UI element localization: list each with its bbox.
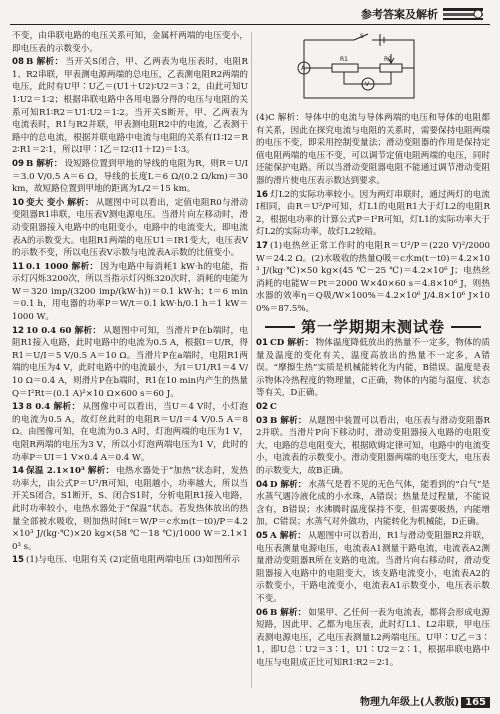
answer-item: 03 B 解析： 从题图中装置可以看出，电压表与滑动变阻器R2并联。当滑片P向下移动时，滑动变阻器接入电路的电阻变大，电路的总电阻变大，根据欧姆定律可知，电路中的电流变小，电流表的示数变小。滑动变阻器两端的电压变大，电压表的示数变大，故B正确。 [256, 415, 490, 477]
answer-item: 17 (1)电热丝正常工作时的电阻R＝U²/P＝(220 V)²/2000 W＝24.2 Ω。(2)水吸收的热量Q吸＝c水m(t－t0)＝4.2×10³ J/(kg·℃)×50 kg×(45 ℃－25 ℃)＝4.2×10⁶ J；电热丝消耗的电能W＝Pt＝2000 W×40×60 s＝4.8×10⁶ J，则热水器的效率η＝Q吸/W×100%＝4.2×10⁶ J/4.8×10⁶ J×100%＝87.5%。 [256, 240, 490, 314]
answer-item: 11 0.1 1000 解析： 因为电路中每消耗1 kW·h的电能，指示灯闪烁3200次，所以当指示灯闪烁320次时，消耗的电能为W＝320 imp/(3200 imp/(kW·h))＝0.1 kW·h；t＝6 min＝0.1 h，用电器的功率P＝W/t＝0.1 kW·h/0.1 h＝1 kW＝1000 W。 [12, 261, 248, 323]
svg-text:S: S [360, 33, 364, 40]
column-divider [251, 32, 252, 688]
answer-item: 08 B 解析： 当开关S闭合，甲、乙两表为电压表时，电阻R1、R2串联，甲表测电源两端的总电压，乙表测电阻R2两端的电压，此时有U甲∶U乙＝(U1＋U2)∶U2＝3∶2，由此可知U1∶U2＝1∶2；根据串联电路中各用电器分得的电压与电阻的关系可知R1∶R2＝U1∶U2＝1∶2。当开关S断开，甲、乙两表为电流表时，R1与R2并联，甲表测电阻R2中的电流，乙表测干路中的总电流，根据并联电路中电流与电阻的关系有I1∶I2＝R2∶R1＝2∶1，所以I甲∶I乙＝I2∶(I1＋I2)＝1∶3。 [12, 57, 248, 156]
circuit-diagram-icon [284, 30, 434, 108]
answer-item: 16 灯L2的实际功率较小。因为两灯串联时，通过两灯的电流I相同，由R＝U²/P可知，灯L1的电阻R1大于灯L2的电阻R2，根据电功率的计算公式P＝I²R可知，灯L1的实际功率大于灯L2的实际功率，故灯L2较暗。 [256, 189, 490, 238]
answer-item: 04 D 解析： 水蒸气是看不见的无色气体，能看到的“白气”是水蒸气遇冷液化成的小水珠，A错误；热量是过程量，不能说含有，B错误；水沸腾时温度保持不变，但需要吸热，内能增加，C错误；水蒸气对外做功，内能转化为机械能，D正确。 [256, 479, 490, 528]
page-footer [360, 693, 490, 708]
title-rule-left [265, 326, 295, 327]
right-column [256, 30, 490, 671]
svg-text:R1: R1 [340, 56, 348, 63]
svg-text:V: V [365, 81, 370, 88]
section-title: 第一学期期末测试卷 [256, 321, 490, 334]
answer-item: 06 B 解析： 如果甲、乙任何一表为电流表，都将会形成电源短路，因此甲、乙都为电压表，此时灯L1、L2串联，甲电压表测电源电压，乙电压表测量L2两端电压。U甲∶U乙＝3∶1，即U总∶U2＝3∶1，U1∶U2＝2∶1，根据串联电路中电压与电阻成正比可知R1∶R2＝2∶1。 [256, 607, 490, 668]
answer-item: 15 (1)与电压、电阻有关 (2)定值电阻两端电压 (3)如图所示 [12, 555, 240, 566]
left-column [12, 30, 248, 568]
answer-item: 14 保温 2.1×10³ 解析： 电热水器处于“加热”状态时，发热功率大，由公式P＝U²/R可知，电阻越小，功率越大，所以当开关S闭合，S1断开，S、闭合S1时，分析电阻R1接入电路，此时功率较小，电热水器处于“保温”状态。若发热体放出的热量全部被水吸收，则加热时间t＝W/P＝c水m(t－t0)/P＝4.2×10³ J/(kg·℃)×20 kg×(58 ℃－18 ℃)/1000 W＝2.1×10³ s。 [12, 466, 248, 552]
footer-book-title: 物理九年级上(人教版) [359, 697, 460, 708]
answer-item: 12 10 0.4 60 解析： 从题图中可知，当滑片P在b端时，电阻R1接入电路，此时电路中的电流为0.5 A，根据I＝U/R，得R1＝U/I＝5 V/0.5 A＝10 Ω。当滑片P在a端时，电阻R1两端的电压为4 V，此时电路中的电流最小，为I＝U1/R1＝4 V/10 Ω＝0.4 A，则滑片P在b端时，R1在10 min内产生的热量Q＝I²Rt＝(0.1 A)²×10 Ω×600 s＝60 J。 [12, 325, 248, 399]
page-number: 165 [461, 697, 490, 708]
header-title: 参考答案及解析 [361, 8, 438, 21]
answer-item: 10 变大 变小 解析： 从题图中可以看出，定值电阻R0与滑动变阻器R1串联，电压表V测电源电压。当滑片向左移动时，滑动变阻器接入电路中的电阻变小，电路中的电流变大，即电流表A的示数变大。电阻R1两端的电压U1＝IR1变大，电压表V的示数不变，所以电压表V示数与电流表A示数的比值变小。 [12, 197, 248, 259]
answer-item: 02 C [256, 402, 277, 413]
answer-item: 05 A 解析： 从题图中可以看出，R1与滑动变阻器R2并联，电压表测量电源电压，电流表A1测量干路电流，电流表A2测量滑动变阻器R所在支路的电流。当滑片向右移动时，滑动变阻器接入电路中的电阻变大，该支路电流变小，电流表A2的示数变小，干路电流变小，电流表A1示数变小，电压表示数不变。 [256, 531, 490, 604]
title-rule-right [451, 326, 481, 327]
answer-item: 01 CD 解析： 物体温度降低放出的热量不一定多，物体的质量及温度的变化有关，温度高放出的热量不一定多，A错误。“摩擦生热”实质是机械能转化为内能，B错误。温度是表示物体冷热程度的物理量，C正确，物体的内能与温度、状态等有关，D正确。 [256, 338, 490, 399]
answer-item: 09 B 解析： 设短路位置到甲地的导线的电阻为R，则R＝U/I＝3.0 V/0.5 A＝6 Ω，导线的长度L＝6 Ω/(0.2 Ω/km)＝30 km，故短路位置到甲地的距离为L/2＝15 km。 [12, 158, 248, 195]
page-header [10, 4, 490, 25]
answer-item: 13 8 0.4 解析： 从图像中可以看出，当U＝4 V时，小灯泡的电流为0.5 A，故灯丝此时的电阻R＝U/I＝4 V/0.5 A＝8 Ω。由图像可知，在电流为0.3 A时，灯泡两端的电压为1 V，电阻R两端的电压为3 V，所以小灯泡两端电压为1 V，此时的功率P＝UI＝1 V×0.4 A＝0.4 W。 [12, 402, 248, 463]
answer-item: 不变，由串联电路的电压关系可知，金属杆两端的电压变小，即电压表的示数变小。 [12, 31, 248, 54]
svg-text:R2: R2 [384, 56, 392, 63]
svg-text:A: A [301, 65, 306, 72]
answer-item: (4)C 解析：导体中的电流与导体两端的电压和导体的电阻都有关系，因此在探究电流与电阻的关系时，需要保持电阻两端的电压不变，即采用控制变量法；滑动变阻器的作用是保持定值电阻两端的电压不变，可以调节定值电阻两端的电压，同时还能保护电路。所以当滑动变阻器电阻不能通过调节滑动变阻器的滑片使电压表示数达到要求。 [256, 113, 490, 186]
book-logo-icon [442, 6, 484, 22]
